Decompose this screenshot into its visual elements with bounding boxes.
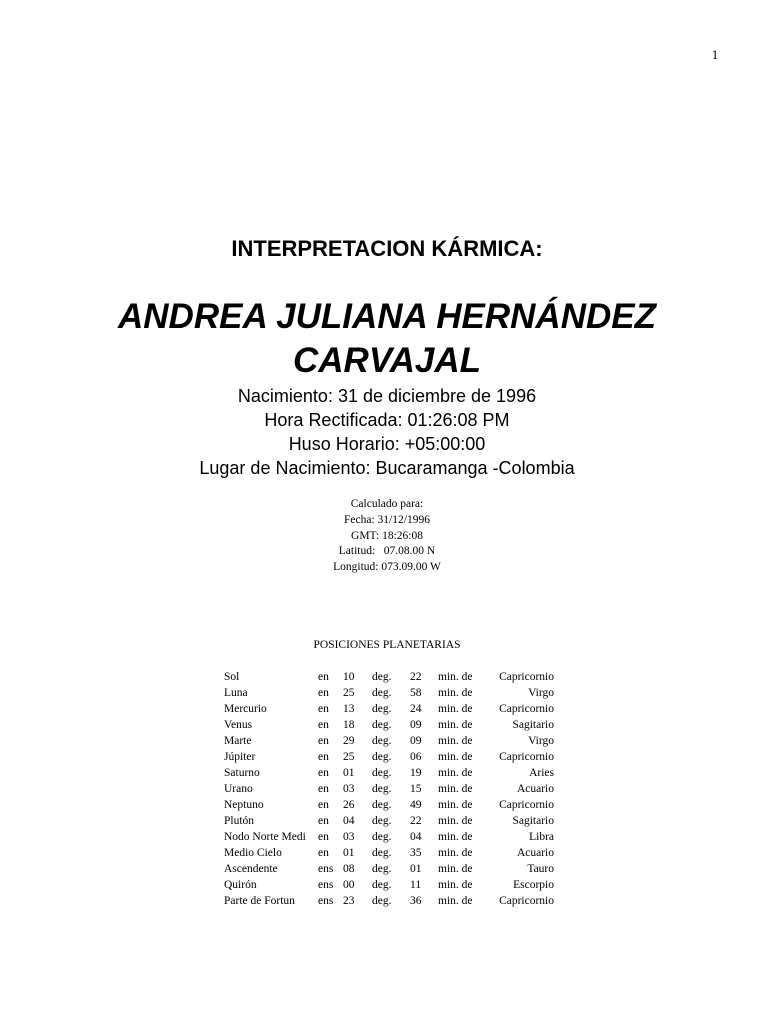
birth-date: Nacimiento: 31 de diciembre de 1996	[237, 386, 537, 406]
planet-degrees-label: deg.	[372, 719, 392, 731]
planet-row	[0, 767, 768, 783]
planet-en: en	[318, 671, 329, 683]
planet-minutes: 15	[410, 783, 422, 795]
planet-minutes: 19	[410, 767, 422, 779]
person-name-line-1: ANDREA JULIANA HERNÁNDEZ	[118, 297, 656, 336]
planet-name: Ascendente	[224, 863, 278, 875]
planet-sign: Sagitario	[512, 815, 554, 827]
planet-sign: Virgo	[528, 687, 554, 699]
person-name-line-2: CARVAJAL	[293, 341, 481, 380]
planet-minutes: 06	[410, 751, 422, 763]
planet-row	[0, 671, 768, 687]
planet-row	[0, 783, 768, 799]
planet-minutes: 24	[410, 703, 422, 715]
planet-degrees: 26	[343, 799, 355, 811]
planet-minutes-label: min. de	[438, 863, 473, 875]
planet-en: en	[318, 831, 329, 843]
planet-sign: Escorpio	[513, 879, 554, 891]
planet-degrees: 13	[343, 703, 355, 715]
planet-degrees-label: deg.	[372, 847, 392, 859]
calculation-longitude: Longitud: 073.09.00 W	[333, 561, 441, 574]
planet-minutes-label: min. de	[438, 847, 473, 859]
planet-degrees: 25	[343, 687, 355, 699]
planet-minutes: 49	[410, 799, 422, 811]
planet-name: Mercurio	[224, 703, 267, 715]
page-number: 1	[711, 47, 719, 62]
planet-en: en	[318, 719, 329, 731]
planet-minutes: 11	[410, 879, 422, 891]
planet-degrees-label: deg.	[372, 703, 392, 715]
planet-minutes: 01	[410, 863, 422, 875]
planet-name: Sol	[224, 671, 240, 683]
planet-row	[0, 863, 768, 879]
planet-en: ens	[318, 879, 334, 891]
planet-degrees: 03	[343, 783, 355, 795]
time-zone: Huso Horario: +05:00:00	[288, 434, 486, 454]
planet-en: en	[318, 815, 329, 827]
planet-degrees: 01	[343, 767, 355, 779]
planet-name: Neptuno	[224, 799, 264, 811]
planet-degrees: 10	[343, 671, 355, 683]
planet-minutes-label: min. de	[438, 879, 473, 891]
planet-row	[0, 751, 768, 767]
planet-degrees-label: deg.	[372, 895, 392, 907]
planet-minutes-label: min. de	[438, 751, 473, 763]
planet-degrees-label: deg.	[372, 671, 392, 683]
planet-minutes-label: min. de	[438, 735, 473, 747]
planet-row	[0, 879, 768, 895]
planet-row	[0, 735, 768, 751]
planet-en: en	[318, 703, 329, 715]
planet-minutes-label: min. de	[438, 671, 473, 683]
planet-minutes-label: min. de	[438, 831, 473, 843]
planet-sign: Capricornio	[499, 671, 554, 683]
calculation-date: Fecha: 31/12/1996	[344, 513, 430, 526]
document-heading: INTERPRETACION KÁRMICA:	[231, 236, 543, 261]
planet-minutes-label: min. de	[438, 783, 473, 795]
planet-degrees-label: deg.	[372, 863, 392, 875]
planet-minutes-label: min. de	[438, 719, 473, 731]
planet-sign: Capricornio	[499, 751, 554, 763]
planet-en: en	[318, 735, 329, 747]
planet-name: Venus	[224, 719, 253, 731]
planet-name: Marte	[224, 735, 252, 747]
planet-sign: Capricornio	[499, 799, 554, 811]
planet-sign: Capricornio	[499, 703, 554, 715]
planet-degrees-label: deg.	[372, 879, 392, 891]
calculation-gmt: GMT: 18:26:08	[351, 529, 423, 542]
planet-en: en	[318, 799, 329, 811]
planet-name: Quirón	[224, 879, 257, 891]
planet-minutes: 09	[410, 735, 422, 747]
calculation-latitude: Latitud: 07.08.00 N	[338, 545, 436, 558]
planet-sign: Libra	[529, 831, 554, 843]
planet-sign: Aries	[529, 767, 554, 779]
planet-degrees-label: deg.	[372, 735, 392, 747]
planet-degrees-label: deg.	[372, 687, 392, 699]
planet-row	[0, 895, 768, 911]
planetary-positions-table	[0, 671, 768, 911]
birth-place: Lugar de Nacimiento: Bucaramanga -Colombia	[199, 458, 575, 478]
planet-degrees: 18	[343, 719, 355, 731]
planet-row	[0, 847, 768, 863]
planet-sign: Capricornio	[499, 895, 554, 907]
planet-en: ens	[318, 863, 334, 875]
planet-minutes-label: min. de	[438, 687, 473, 699]
planet-minutes: 36	[410, 895, 422, 907]
planet-name: Parte de Fortun	[224, 895, 295, 907]
planet-en: en	[318, 783, 329, 795]
planet-minutes: 22	[410, 815, 422, 827]
planet-row	[0, 719, 768, 735]
planet-degrees: 03	[343, 831, 355, 843]
planet-minutes: 22	[410, 671, 422, 683]
planet-degrees: 01	[343, 847, 355, 859]
planet-name: Júpiter	[224, 751, 256, 763]
planet-degrees: 08	[343, 863, 355, 875]
planet-minutes-label: min. de	[438, 767, 473, 779]
planet-row	[0, 815, 768, 831]
planet-degrees-label: deg.	[372, 767, 392, 779]
planet-minutes: 58	[410, 687, 422, 699]
planet-degrees: 00	[343, 879, 355, 891]
planet-sign: Tauro	[527, 863, 554, 875]
calculation-label: Calculado para:	[350, 498, 424, 510]
birth-info	[0, 384, 768, 480]
planet-degrees-label: deg.	[372, 799, 392, 811]
planet-degrees: 29	[343, 735, 355, 747]
planet-degrees: 23	[343, 895, 355, 907]
planet-name: Medio Cielo	[224, 847, 282, 859]
planet-degrees-label: deg.	[372, 815, 392, 827]
person-name	[0, 295, 768, 383]
planet-name: Nodo Norte Medi	[224, 831, 306, 843]
planet-minutes-label: min. de	[438, 703, 473, 715]
rectified-time: Hora Rectificada: 01:26:08 PM	[264, 410, 510, 430]
planet-minutes: 35	[410, 847, 422, 859]
planet-name: Plutón	[224, 815, 255, 827]
planet-name: Luna	[224, 687, 248, 699]
planet-row	[0, 799, 768, 815]
planet-en: ens	[318, 895, 334, 907]
planet-name: Saturno	[224, 767, 260, 779]
planet-minutes: 04	[410, 831, 422, 843]
planet-row	[0, 831, 768, 847]
planet-degrees: 04	[343, 815, 355, 827]
planet-degrees: 25	[343, 751, 355, 763]
planet-en: en	[318, 687, 329, 699]
planet-minutes-label: min. de	[438, 895, 473, 907]
planet-degrees-label: deg.	[372, 751, 392, 763]
planet-sign: Acuario	[516, 783, 554, 795]
planet-sign: Sagitario	[512, 719, 554, 731]
planet-en: en	[318, 751, 329, 763]
planet-sign: Virgo	[528, 735, 554, 747]
planet-row	[0, 687, 768, 703]
planet-degrees-label: deg.	[372, 831, 392, 843]
planet-minutes-label: min. de	[438, 815, 473, 827]
planet-minutes-label: min. de	[438, 799, 473, 811]
planet-name: Urano	[224, 783, 253, 795]
planet-degrees-label: deg.	[372, 783, 392, 795]
planet-en: en	[318, 847, 329, 859]
planet-en: en	[318, 767, 329, 779]
planet-row	[0, 703, 768, 719]
planetary-positions-title: POSICIONES PLANETARIAS	[313, 639, 461, 651]
planet-minutes: 09	[410, 719, 422, 731]
calculation-block	[0, 497, 768, 576]
planet-sign: Acuario	[516, 847, 554, 859]
